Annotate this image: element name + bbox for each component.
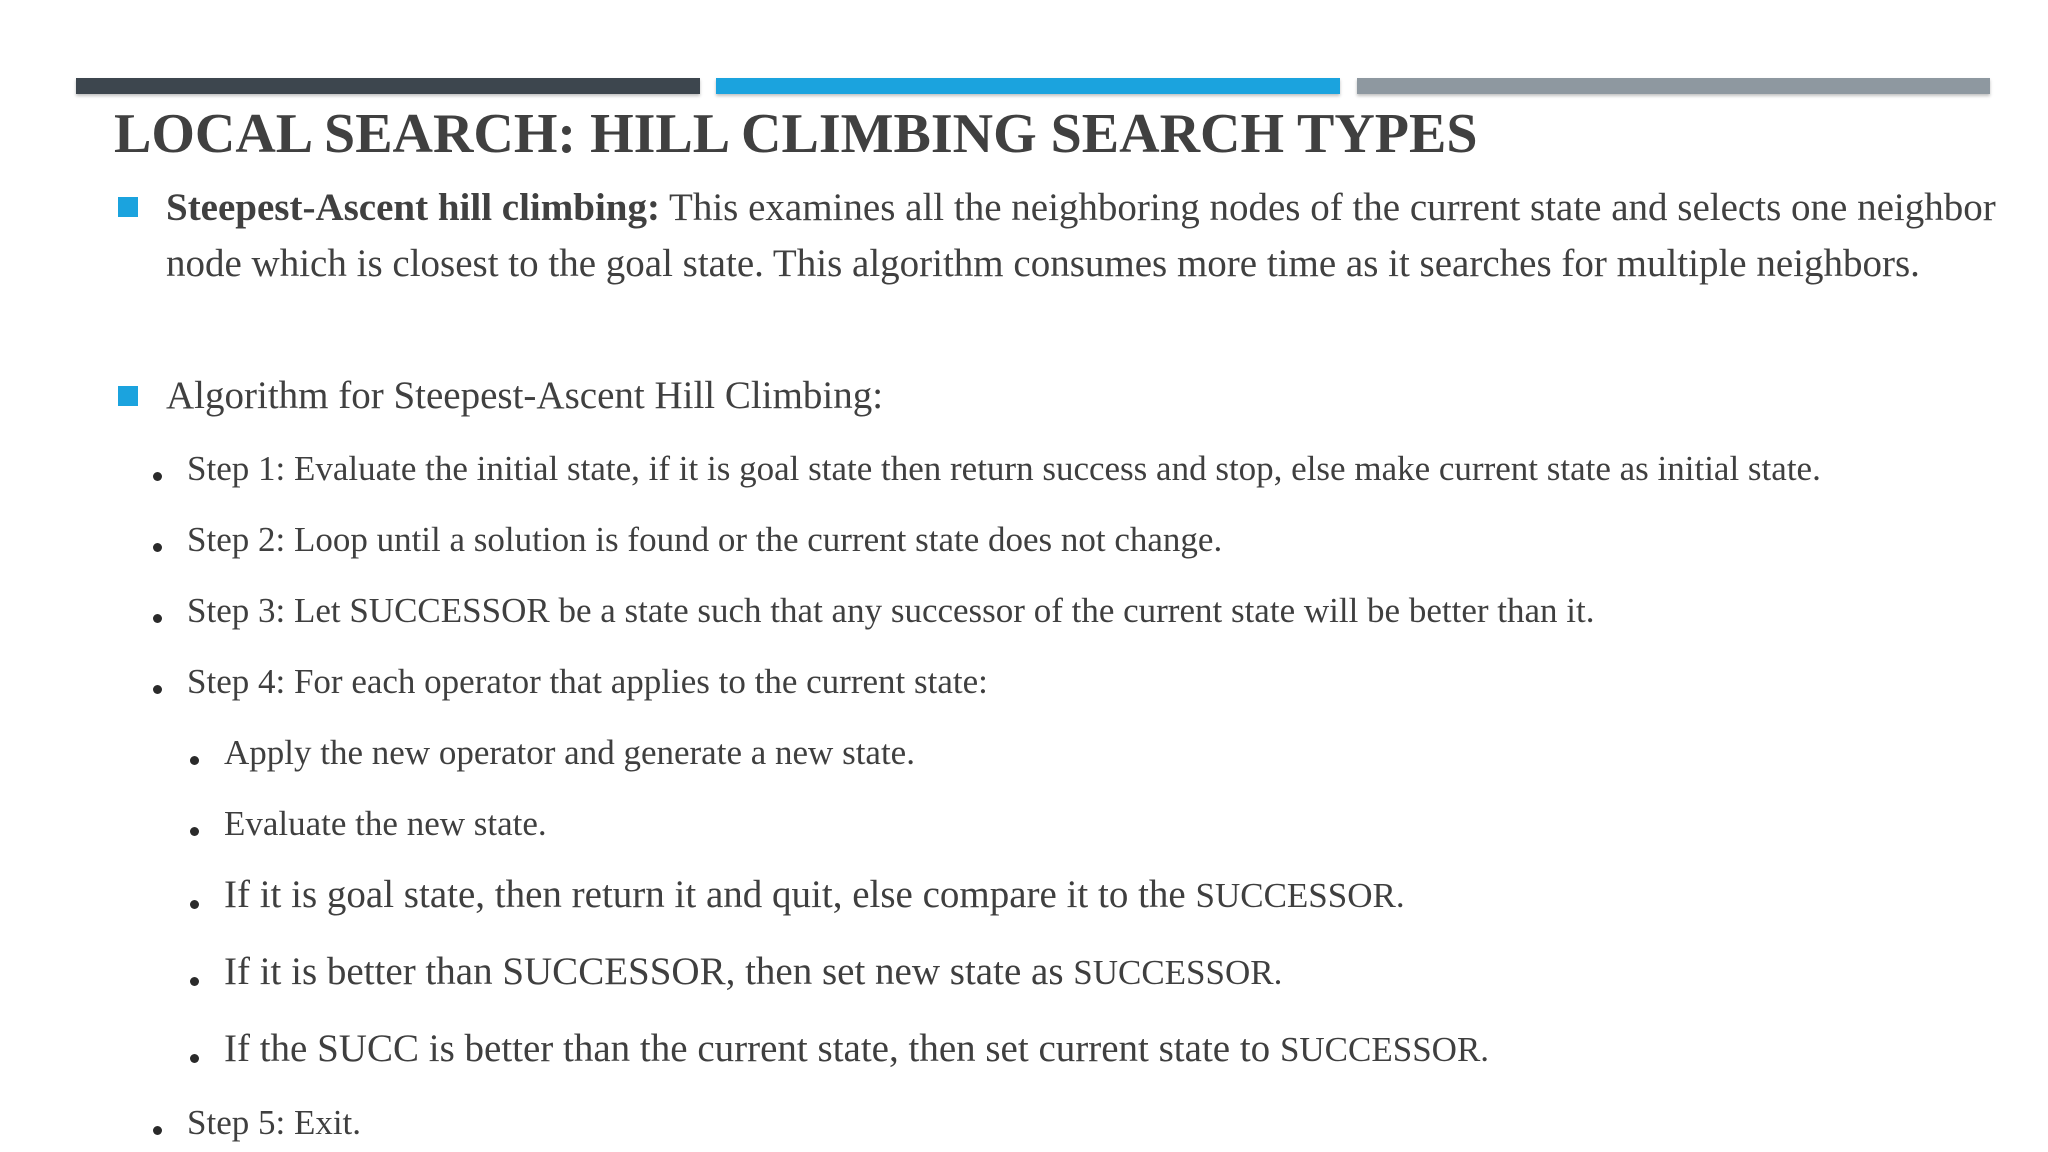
bullet-dot-icon — [153, 614, 162, 623]
accent-bar-dark — [76, 78, 700, 94]
step-1: Step 1: Evaluate the initial state, if it is goal state then return success and stop, else make current state as initial state. — [187, 449, 1821, 488]
sub-bullet-dot-icon — [190, 827, 199, 836]
substep-1: Apply the new operator and generate a new state. — [224, 733, 915, 772]
sub-bullet-dot-icon — [190, 977, 199, 986]
substep-3 — [224, 873, 1405, 918]
substep-2: Evaluate the new state. — [224, 804, 547, 843]
square-bullet-icon — [118, 386, 138, 406]
bullet-paragraph-algorithm-heading — [166, 368, 883, 424]
substep-5 — [224, 1027, 1489, 1072]
bullet-text: This examines all the neighboring nodes of the current state and selects one neighbor node which is closest to the goal state. This algorithm consumes more time as it searches for multiple neighbors. — [166, 186, 1996, 285]
accent-bar-blue — [716, 78, 1340, 94]
header-accent-bars — [76, 78, 1990, 96]
bullet-text: Algorithm for Steepest-Ascent Hill Climbing: — [166, 374, 884, 417]
bullet-paragraph-steepest-ascent — [166, 180, 1996, 292]
bullet-dot-icon — [153, 685, 162, 694]
substep-tail: SUCCESSOR. — [1195, 876, 1405, 915]
substep-4 — [224, 950, 1282, 995]
substep-text: If the SUCC is better than the current state, then set current state to — [224, 1027, 1280, 1070]
substep-tail: SUCCESSOR. — [1073, 953, 1283, 992]
step-4: Step 4: For each operator that applies to the current state: — [187, 662, 988, 701]
slide-title: LOCAL SEARCH: HILL CLIMBING SEARCH TYPES — [114, 103, 1478, 165]
bullet-dot-icon — [153, 543, 162, 552]
substep-text: If it is better than SUCCESSOR, then set new state as — [224, 950, 1074, 993]
sub-bullet-dot-icon — [190, 756, 199, 765]
step-5: Step 5: Exit. — [187, 1103, 362, 1142]
substep-tail: SUCCESSOR. — [1279, 1030, 1490, 1069]
accent-bar-gray — [1357, 78, 1990, 94]
sub-bullet-dot-icon — [190, 900, 199, 909]
sub-bullet-dot-icon — [190, 1054, 199, 1063]
bullet-bold-term: Steepest-Ascent hill climbing: — [166, 186, 660, 229]
substep-text: If it is goal state, then return it and quit, else compare it to the — [224, 873, 1196, 916]
square-bullet-icon — [118, 197, 138, 217]
step-2: Step 2: Loop until a solution is found or the current state does not change. — [187, 520, 1223, 559]
bullet-dot-icon — [153, 472, 162, 481]
step-3: Step 3: Let SUCCESSOR be a state such that any successor of the current state will be better than it. — [187, 591, 1595, 630]
bullet-dot-icon — [153, 1126, 162, 1135]
